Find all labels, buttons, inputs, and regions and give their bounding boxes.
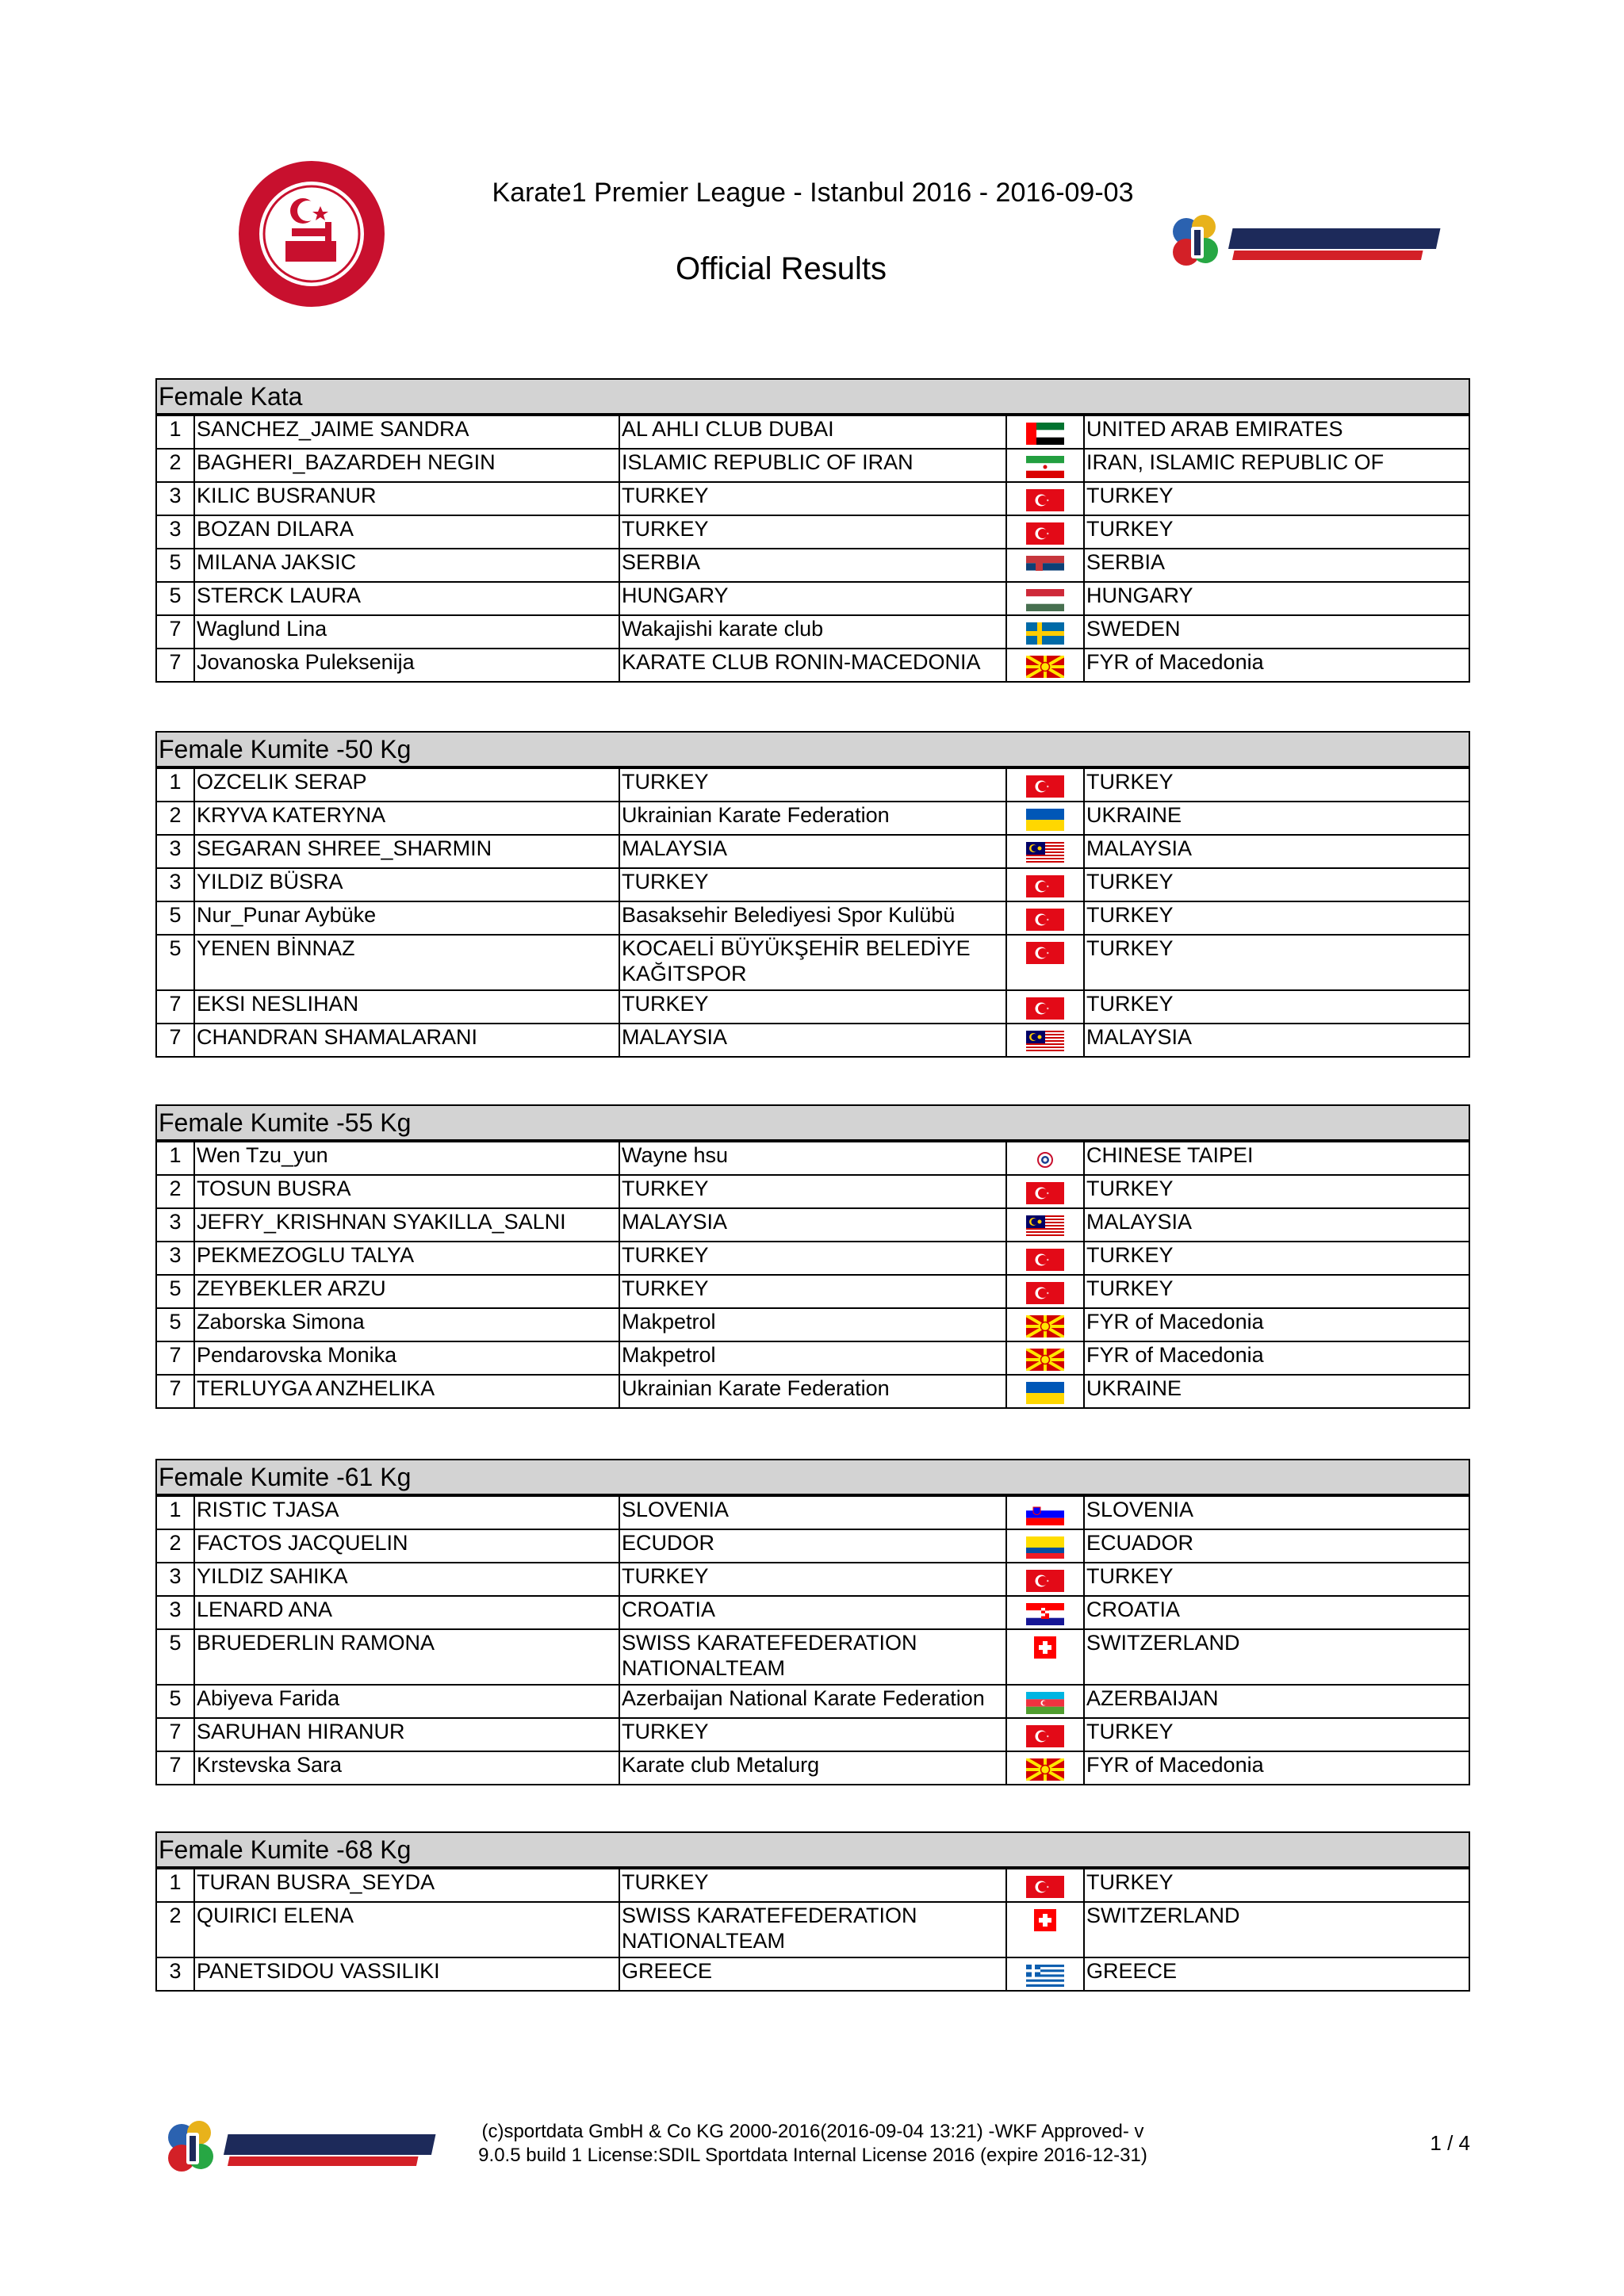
athlete-name-cell: OZCELIK SERAP [194, 768, 619, 802]
flag-cell [1006, 615, 1084, 649]
country-cell: SWITZERLAND [1084, 1902, 1469, 1957]
rank-cell: 7 [156, 1375, 194, 1408]
country-cell: SWEDEN [1084, 615, 1469, 649]
rank-cell: 3 [156, 835, 194, 868]
flag-cell [1006, 1275, 1084, 1308]
result-row [156, 582, 1469, 615]
result-row [156, 1596, 1469, 1629]
flag-cell [1006, 1529, 1084, 1563]
rank-cell: 7 [156, 1718, 194, 1751]
malaysia-flag-icon [1026, 842, 1064, 864]
flag-cell [1006, 935, 1084, 990]
athlete-name-cell: KILIC BUSRANUR [194, 482, 619, 515]
turkey-flag-icon [1026, 909, 1064, 931]
result-row [156, 415, 1469, 449]
tkf-logo [236, 159, 387, 309]
turkey-flag-icon [1026, 1725, 1064, 1747]
club-cell: AL AHLI CLUB DUBAI [619, 415, 1006, 449]
athlete-name-cell: QUIRICI ELENA [194, 1902, 619, 1957]
athlete-name-cell: MILANA JAKSIC [194, 549, 619, 582]
country-cell: FYR of Macedonia [1084, 1308, 1469, 1341]
category-title: Female Kumite -61 Kg [155, 1459, 1470, 1495]
club-cell: Azerbaijan National Karate Federation [619, 1685, 1006, 1718]
ecuador-flag-icon [1026, 1536, 1064, 1559]
club-cell: Karate club Metalurg [619, 1751, 1006, 1785]
athlete-name-cell: FACTOS JACQUELIN [194, 1529, 619, 1563]
turkey-flag-icon [1026, 997, 1064, 1020]
athlete-name-cell: Waglund Lina [194, 615, 619, 649]
club-cell: ISLAMIC REPUBLIC OF IRAN [619, 449, 1006, 482]
club-cell: CROATIA [619, 1596, 1006, 1629]
malaysia-flag-icon [1026, 1031, 1064, 1053]
athlete-name-cell: JEFRY_KRISHNAN SYAKILLA_SALNI [194, 1208, 619, 1242]
result-row [156, 1751, 1469, 1785]
result-row [156, 1902, 1469, 1957]
rank-cell: 2 [156, 1175, 194, 1208]
result-row [156, 1496, 1469, 1529]
athlete-name-cell: TOSUN BUSRA [194, 1175, 619, 1208]
athlete-name-cell: BOZAN DILARA [194, 515, 619, 549]
club-cell: MALAYSIA [619, 835, 1006, 868]
athlete-name-cell: Krstevska Sara [194, 1751, 619, 1785]
result-row [156, 1208, 1469, 1242]
rank-cell: 3 [156, 1957, 194, 1991]
greece-flag-icon [1026, 1965, 1064, 1987]
athlete-name-cell: Abiyeva Farida [194, 1685, 619, 1718]
athlete-name-cell: PEKMEZOGLU TALYA [194, 1242, 619, 1275]
result-row [156, 1242, 1469, 1275]
country-cell: AZERBAIJAN [1084, 1685, 1469, 1718]
flag-cell [1006, 990, 1084, 1024]
flag-cell [1006, 649, 1084, 682]
flag-cell [1006, 515, 1084, 549]
rank-cell: 3 [156, 1596, 194, 1629]
club-cell: Basaksehir Belediyesi Spor Kulübü [619, 901, 1006, 935]
athlete-name-cell: STERCK LAURA [194, 582, 619, 615]
club-cell: TURKEY [619, 1275, 1006, 1308]
category-title: Female Kumite -68 Kg [155, 1831, 1470, 1868]
club-cell: TURKEY [619, 1869, 1006, 1902]
athlete-name-cell: Jovanoska Puleksenija [194, 649, 619, 682]
country-cell: UKRAINE [1084, 802, 1469, 835]
country-cell: CROATIA [1084, 1596, 1469, 1629]
uae-flag-icon [1026, 423, 1064, 445]
athlete-name-cell: Zaborska Simona [194, 1308, 619, 1341]
results-section [155, 378, 1470, 683]
country-cell: CHINESE TAIPEI [1084, 1142, 1469, 1175]
country-cell: TURKEY [1084, 901, 1469, 935]
club-cell: KOCAELİ BÜYÜKŞEHİR BELEDİYE KAĞITSPOR [619, 935, 1006, 990]
footer-line-1: (c)sportdata GmbH & Co KG 2000-2016(2016-09-04 13:21) -WKF Approved- v [481, 2121, 1144, 2142]
event-title: Karate1 Premier League - Istanbul 2016 - 2016-09-03 [492, 178, 1134, 208]
athlete-name-cell: Wen Tzu_yun [194, 1142, 619, 1175]
turkey-flag-icon [1026, 942, 1064, 964]
country-cell: TURKEY [1084, 1563, 1469, 1596]
rank-cell: 1 [156, 1142, 194, 1175]
country-cell: FYR of Macedonia [1084, 649, 1469, 682]
result-row [156, 515, 1469, 549]
country-cell: MALAYSIA [1084, 835, 1469, 868]
club-cell: MALAYSIA [619, 1208, 1006, 1242]
rank-cell: 7 [156, 1751, 194, 1785]
result-row [156, 649, 1469, 682]
flag-cell [1006, 1242, 1084, 1275]
rank-cell: 5 [156, 582, 194, 615]
athlete-name-cell: SARUHAN HIRANUR [194, 1718, 619, 1751]
turkey-flag-icon [1026, 875, 1064, 897]
flag-cell [1006, 449, 1084, 482]
ukraine-flag-icon [1026, 1382, 1064, 1404]
country-cell: TURKEY [1084, 482, 1469, 515]
athlete-name-cell: LENARD ANA [194, 1596, 619, 1629]
club-cell: GREECE [619, 1957, 1006, 1991]
switzerland-flag-icon [1026, 1636, 1064, 1659]
country-cell: TURKEY [1084, 1718, 1469, 1751]
athlete-name-cell: KRYVA KATERYNA [194, 802, 619, 835]
club-cell: Makpetrol [619, 1341, 1006, 1375]
result-row [156, 1685, 1469, 1718]
rank-cell: 1 [156, 415, 194, 449]
club-cell: Ukrainian Karate Federation [619, 802, 1006, 835]
rank-cell: 1 [156, 1869, 194, 1902]
rank-cell: 5 [156, 1629, 194, 1685]
country-cell: TURKEY [1084, 990, 1469, 1024]
result-row [156, 1718, 1469, 1751]
category-title: Female Kumite -55 Kg [155, 1104, 1470, 1141]
country-cell: SLOVENIA [1084, 1496, 1469, 1529]
result-row [156, 615, 1469, 649]
result-row [156, 1142, 1469, 1175]
taipei-flag-icon [1026, 1149, 1064, 1171]
country-cell: HUNGARY [1084, 582, 1469, 615]
flag-cell [1006, 1142, 1084, 1175]
club-cell: SWISS KARATEFEDERATION NATIONALTEAM [619, 1902, 1006, 1957]
result-row [156, 1308, 1469, 1341]
flag-cell [1006, 1208, 1084, 1242]
club-cell: Wayne hsu [619, 1142, 1006, 1175]
country-cell: TURKEY [1084, 1175, 1469, 1208]
country-cell: SWITZERLAND [1084, 1629, 1469, 1685]
karate1-premier-league-logo-icon [1167, 208, 1454, 276]
club-cell: TURKEY [619, 1718, 1006, 1751]
club-cell: KARATE CLUB RONIN-MACEDONIA [619, 649, 1006, 682]
club-cell: TURKEY [619, 515, 1006, 549]
country-cell: MALAYSIA [1084, 1208, 1469, 1242]
country-cell: TURKEY [1084, 768, 1469, 802]
rank-cell: 7 [156, 1341, 194, 1375]
country-cell: MALAYSIA [1084, 1024, 1469, 1057]
sweden-flag-icon [1026, 622, 1064, 645]
flag-cell [1006, 1957, 1084, 1991]
footer-line-2: 9.0.5 build 1 License:SDIL Sportdata Internal License 2016 (expire 2016-12-31) [478, 2145, 1147, 2166]
result-row [156, 990, 1469, 1024]
macedonia-flag-icon [1026, 1758, 1064, 1781]
country-cell: TURKEY [1084, 868, 1469, 901]
result-row [156, 901, 1469, 935]
athlete-name-cell: BAGHERI_BAZARDEH NEGIN [194, 449, 619, 482]
results-table [155, 1495, 1470, 1785]
results-table [155, 1868, 1470, 1992]
flag-cell [1006, 1718, 1084, 1751]
rank-cell: 7 [156, 615, 194, 649]
flag-cell [1006, 549, 1084, 582]
club-cell: TURKEY [619, 1175, 1006, 1208]
flag-cell [1006, 1375, 1084, 1408]
switzerland-flag-icon [1026, 1909, 1064, 1931]
rank-cell: 3 [156, 1563, 194, 1596]
result-row [156, 1629, 1469, 1685]
rank-cell: 5 [156, 549, 194, 582]
athlete-name-cell: BRUEDERLIN RAMONA [194, 1629, 619, 1685]
rank-cell: 5 [156, 1685, 194, 1718]
rank-cell: 7 [156, 990, 194, 1024]
result-row [156, 868, 1469, 901]
rank-cell: 3 [156, 1242, 194, 1275]
turkey-flag-icon [1026, 489, 1064, 511]
athlete-name-cell: YENEN BİNNAZ [194, 935, 619, 990]
footer-copyright [460, 2120, 1166, 2168]
rank-cell: 3 [156, 482, 194, 515]
flag-cell [1006, 1869, 1084, 1902]
result-row [156, 1375, 1469, 1408]
rank-cell: 5 [156, 1275, 194, 1308]
flag-cell [1006, 1496, 1084, 1529]
rank-cell: 5 [156, 901, 194, 935]
rank-cell: 2 [156, 802, 194, 835]
results-section [155, 1459, 1470, 1785]
category-title: Female Kata [155, 378, 1470, 415]
flag-cell [1006, 1341, 1084, 1375]
rank-cell: 5 [156, 1308, 194, 1341]
athlete-name-cell: TURAN BUSRA_SEYDA [194, 1869, 619, 1902]
flag-cell [1006, 582, 1084, 615]
hungary-flag-icon [1026, 589, 1064, 611]
flag-cell [1006, 1308, 1084, 1341]
result-row [156, 835, 1469, 868]
macedonia-flag-icon [1026, 1349, 1064, 1371]
country-cell: TURKEY [1084, 1275, 1469, 1308]
club-cell: Ukrainian Karate Federation [619, 1375, 1006, 1408]
slovenia-flag-icon [1026, 1503, 1064, 1525]
country-cell: FYR of Macedonia [1084, 1751, 1469, 1785]
macedonia-flag-icon [1026, 656, 1064, 678]
flag-cell [1006, 1751, 1084, 1785]
country-cell: UKRAINE [1084, 1375, 1469, 1408]
result-row [156, 482, 1469, 515]
results-table [155, 767, 1470, 1058]
turkey-flag-icon [1026, 1570, 1064, 1592]
macedonia-flag-icon [1026, 1315, 1064, 1337]
athlete-name-cell: TERLUYGA ANZHELIKA [194, 1375, 619, 1408]
country-cell: SERBIA [1084, 549, 1469, 582]
flag-cell [1006, 482, 1084, 515]
club-cell: SLOVENIA [619, 1496, 1006, 1529]
results-section [155, 1104, 1470, 1409]
croatia-flag-icon [1026, 1603, 1064, 1625]
club-cell: MALAYSIA [619, 1024, 1006, 1057]
result-row [156, 1563, 1469, 1596]
tkf-federation-logo-icon [236, 159, 387, 309]
result-row [156, 449, 1469, 482]
athlete-name-cell: CHANDRAN SHAMALARANI [194, 1024, 619, 1057]
result-row [156, 1529, 1469, 1563]
rank-cell: 1 [156, 768, 194, 802]
athlete-name-cell: EKSI NESLIHAN [194, 990, 619, 1024]
country-cell: TURKEY [1084, 935, 1469, 990]
country-cell: FYR of Macedonia [1084, 1341, 1469, 1375]
rank-cell: 3 [156, 868, 194, 901]
flag-cell [1006, 1902, 1084, 1957]
result-row [156, 1869, 1469, 1902]
flag-cell [1006, 1563, 1084, 1596]
turkey-flag-icon [1026, 1249, 1064, 1271]
page-number: 1 / 4 [1430, 2131, 1470, 2155]
club-cell: HUNGARY [619, 582, 1006, 615]
country-cell: IRAN, ISLAMIC REPUBLIC OF [1084, 449, 1469, 482]
rank-cell: 7 [156, 649, 194, 682]
athlete-name-cell: Pendarovska Monika [194, 1341, 619, 1375]
flag-cell [1006, 1596, 1084, 1629]
result-row [156, 1341, 1469, 1375]
rank-cell: 2 [156, 1529, 194, 1563]
result-row [156, 549, 1469, 582]
country-cell: TURKEY [1084, 1242, 1469, 1275]
club-cell: TURKEY [619, 1242, 1006, 1275]
rank-cell: 2 [156, 1902, 194, 1957]
athlete-name-cell: YILDIZ SAHIKA [194, 1563, 619, 1596]
rank-cell: 2 [156, 449, 194, 482]
results-table [155, 415, 1470, 683]
athlete-name-cell: SANCHEZ_JAIME SANDRA [194, 415, 619, 449]
flag-cell [1006, 1175, 1084, 1208]
karate1-logo-header [1167, 208, 1454, 276]
results-section [155, 731, 1470, 1058]
result-row [156, 1175, 1469, 1208]
flag-cell [1006, 835, 1084, 868]
club-cell: ECUDOR [619, 1529, 1006, 1563]
club-cell: TURKEY [619, 482, 1006, 515]
serbia-flag-icon [1026, 556, 1064, 578]
club-cell: Wakajishi karate club [619, 615, 1006, 649]
result-row [156, 1024, 1469, 1057]
athlete-name-cell: PANETSIDOU VASSILIKI [194, 1957, 619, 1991]
rank-cell: 3 [156, 515, 194, 549]
result-row [156, 935, 1469, 990]
athlete-name-cell: YILDIZ BÜSRA [194, 868, 619, 901]
country-cell: UNITED ARAB EMIRATES [1084, 415, 1469, 449]
rank-cell: 3 [156, 1208, 194, 1242]
result-row [156, 1957, 1469, 1991]
country-cell: TURKEY [1084, 1869, 1469, 1902]
club-cell: SWISS KARATEFEDERATION NATIONALTEAM [619, 1629, 1006, 1685]
flag-cell [1006, 1629, 1084, 1685]
country-cell: GREECE [1084, 1957, 1469, 1991]
flag-cell [1006, 415, 1084, 449]
category-title: Female Kumite -50 Kg [155, 731, 1470, 767]
malaysia-flag-icon [1026, 1215, 1064, 1238]
athlete-name-cell: ZEYBEKLER ARZU [194, 1275, 619, 1308]
karate1-logo-footer [163, 2114, 450, 2182]
flag-cell [1006, 768, 1084, 802]
rank-cell: 1 [156, 1496, 194, 1529]
result-row [156, 1275, 1469, 1308]
turkey-flag-icon [1026, 522, 1064, 545]
country-cell: ECUADOR [1084, 1529, 1469, 1563]
flag-cell [1006, 1024, 1084, 1057]
country-cell: TURKEY [1084, 515, 1469, 549]
club-cell: TURKEY [619, 1563, 1006, 1596]
club-cell: TURKEY [619, 990, 1006, 1024]
results-section [155, 1831, 1470, 1992]
turkey-flag-icon [1026, 1876, 1064, 1898]
athlete-name-cell: Nur_Punar Aybüke [194, 901, 619, 935]
rank-cell: 5 [156, 935, 194, 990]
flag-cell [1006, 1685, 1084, 1718]
flag-cell [1006, 901, 1084, 935]
ukraine-flag-icon [1026, 809, 1064, 831]
athlete-name-cell: RISTIC TJASA [194, 1496, 619, 1529]
turkey-flag-icon [1026, 1282, 1064, 1304]
rank-cell: 7 [156, 1024, 194, 1057]
athlete-name-cell: SEGARAN SHREE_SHARMIN [194, 835, 619, 868]
karate1-premier-league-logo-icon [163, 2114, 450, 2182]
turkey-flag-icon [1026, 775, 1064, 798]
results-table [155, 1141, 1470, 1409]
official-results-title: Official Results [675, 251, 887, 286]
result-row [156, 768, 1469, 802]
flag-cell [1006, 802, 1084, 835]
result-row [156, 802, 1469, 835]
club-cell: TURKEY [619, 868, 1006, 901]
azerbaijan-flag-icon [1026, 1692, 1064, 1714]
club-cell: SERBIA [619, 549, 1006, 582]
club-cell: TURKEY [619, 768, 1006, 802]
club-cell: Makpetrol [619, 1308, 1006, 1341]
iran-flag-icon [1026, 456, 1064, 478]
turkey-flag-icon [1026, 1182, 1064, 1204]
flag-cell [1006, 868, 1084, 901]
